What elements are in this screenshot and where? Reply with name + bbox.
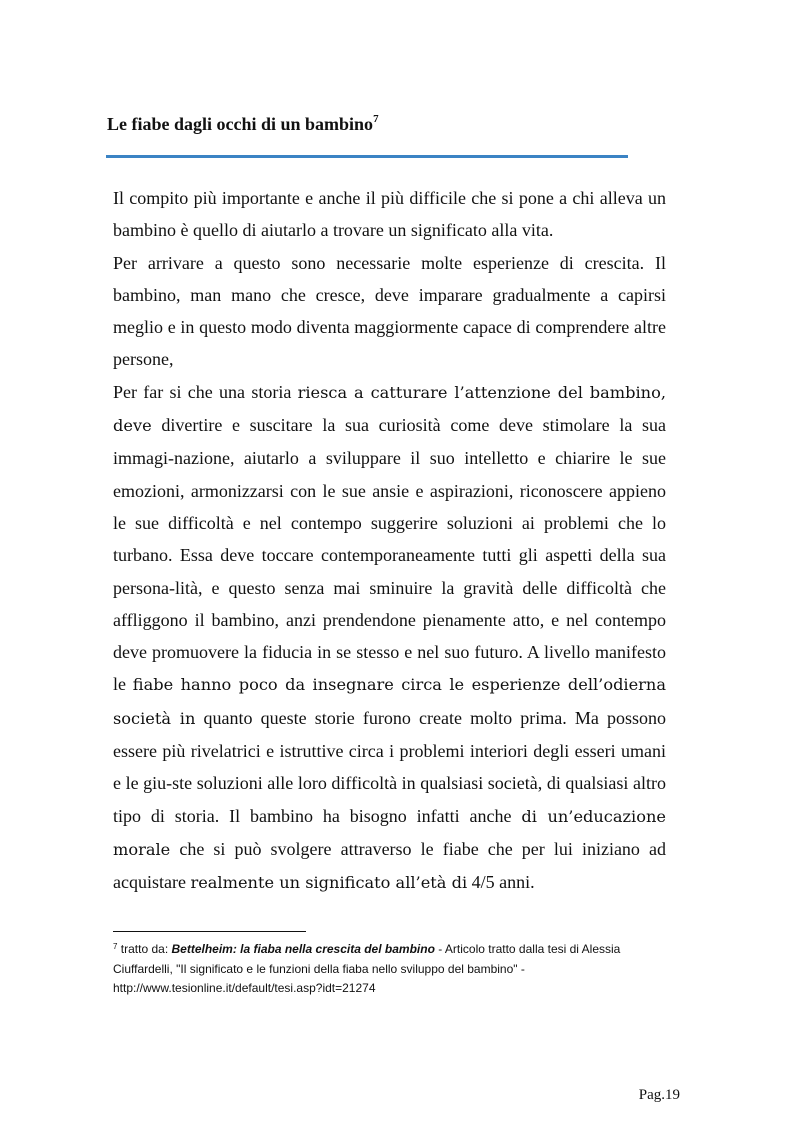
footnote-source-details: - Articolo tratto dalla tesi di Alessia Ciuffardelli, "Il significato e le funzioni della fiaba nello sviluppo del bambino" - http://www.tesionline.it/default/tesi.asp?idt=21274: [113, 942, 621, 995]
paragraph-1: Il compito più importante e anche il più difficile che si pone a chi alleva un bambino è quello di aiutarlo a trovare un significato alla vita.: [113, 188, 666, 241]
paragraph-3-segment: divertire e suscitare la sua curiosità come deve stimolare la sua immagi-nazione, aiutarlo a sviluppare il suo intelletto e chiarire le sue emozioni, armonizzarsi con le sue ansie e aspirazioni, riconoscere appieno le sue difficoltà e nel contempo suggerire soluzioni ai problemi che lo turbano. Essa deve toccare contemporaneamente tutti gli aspetti della sua persona-lità, e questo senza mai sminuire la gravità delle difficoltà che affliggono il bambino, anzi prendendone pienamente atto, e nel contempo deve promuovere la fiducia in se stesso e nel suo futuro. A livello manifesto le: [113, 415, 666, 695]
section-heading: [107, 110, 707, 138]
footnote-lead: tratto da:: [117, 942, 172, 956]
body-text: [113, 182, 666, 900]
section-heading-text: Le fiabe dagli occhi di un bambino: [107, 114, 374, 134]
paragraph-3-segment: che si può svolgere attraverso le fiabe che per lui iniziano ad acquistare: [113, 838, 666, 893]
footnote-source-title: Bettelheim: la fiaba nella crescita del bambino: [171, 942, 435, 956]
highlighted-phrase: fiabe hanno poco da insegnare circa le esperienze dell’odierna società in: [113, 675, 666, 728]
paragraph-3-segment: Per far si che una storia: [113, 381, 298, 402]
paragraph-3: [113, 376, 666, 900]
footnote-number: 7: [113, 942, 118, 951]
paragraph-3-segment: quanto queste storie furono create molto prima. Ma possono essere più rivelatrici e istruttive circa i problemi interiori degli esseri umani e le giu-ste soluzioni alle loro difficoltà in qualsiasi società, di qualsiasi altro tipo di storia. Il bambino ha bisogno infatti anche: [113, 707, 667, 826]
paragraph-3-segment: 4/5 anni.: [467, 872, 535, 893]
heading-underline: [106, 155, 628, 158]
highlighted-phrase: riesca a catturare l’attenzione del bambino, deve: [113, 382, 667, 436]
page-number: Pag.19: [638, 1087, 680, 1103]
footnote-reference: 7: [373, 113, 379, 125]
footnote: [113, 940, 673, 999]
highlighted-phrase: di un’educazione morale: [113, 806, 666, 859]
paragraph-2: Per arrivare a questo sono necessarie molte esperienze di crescita. Il bambino, man mano che cresce, deve imparare gradualmente a capirsi meglio e in questo modo diventa maggiormente capace di comprendere altre persone,: [113, 252, 666, 370]
footnote-separator: [113, 931, 306, 932]
highlighted-phrase: realmente un significato all’età di: [190, 873, 468, 893]
